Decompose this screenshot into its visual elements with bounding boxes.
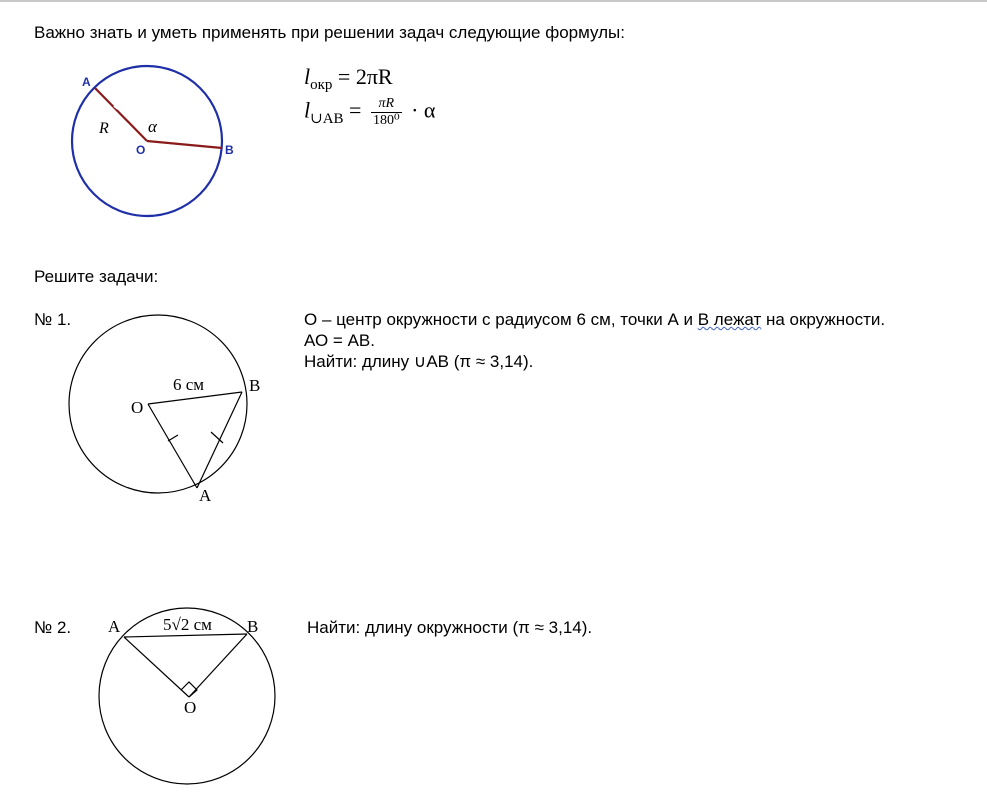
task1-line1-squiggle: В лежат (697, 310, 762, 329)
task1-number: № 1. (34, 310, 72, 329)
fig0-label-alpha: α (148, 117, 157, 136)
task1-line1-pre: О – центр окружности с радиусом 6 см, точки А и (304, 310, 698, 329)
task2-right-angle-mark (181, 682, 197, 697)
formula2-den: 180⁰ (372, 113, 400, 128)
fig0-label-a: A (82, 75, 91, 89)
fig0-label-o: O (136, 143, 146, 157)
formula1-l: l (304, 64, 311, 89)
task1-line2: АО = АВ. (304, 331, 375, 350)
formula1-sub: окр (310, 77, 333, 93)
task2-radius-oa (124, 637, 189, 697)
task1-line1-post: на окружности. (761, 310, 886, 329)
task2-radius-ob (189, 634, 247, 697)
intro-text: Важно знать и уметь применять при решении задач следующие формулы: (34, 23, 625, 42)
fig0-label-r: R (99, 120, 109, 137)
task2-label-o: O (184, 698, 197, 717)
task1-label-b: B (249, 376, 261, 395)
task2-label-chord: 5√2 см (163, 615, 212, 634)
formula2-l: l (304, 97, 311, 123)
task1-label-side: 6 см (173, 375, 205, 394)
task1-label-o: O (131, 398, 144, 417)
formula2-num: πR (371, 96, 402, 113)
task2-label-b: B (247, 617, 259, 636)
formula1-rhs: = 2πR (337, 64, 393, 89)
task2-label-a: A (108, 617, 121, 636)
formula2-sub: ∪AB (310, 110, 344, 127)
task2-number: № 2. (34, 618, 72, 637)
fig0-label-b: B (225, 143, 234, 157)
formula2-tail: · α (411, 97, 436, 123)
formula2-eq: = (349, 97, 362, 123)
task2-text: Найти: длину окружности (π ≈ 3,14). (307, 618, 593, 637)
task1-line3: Найти: длину ∪AB (π ≈ 3,14). (304, 352, 534, 371)
solve-heading: Решите задачи: (34, 267, 159, 286)
task1-label-a: A (199, 486, 212, 505)
